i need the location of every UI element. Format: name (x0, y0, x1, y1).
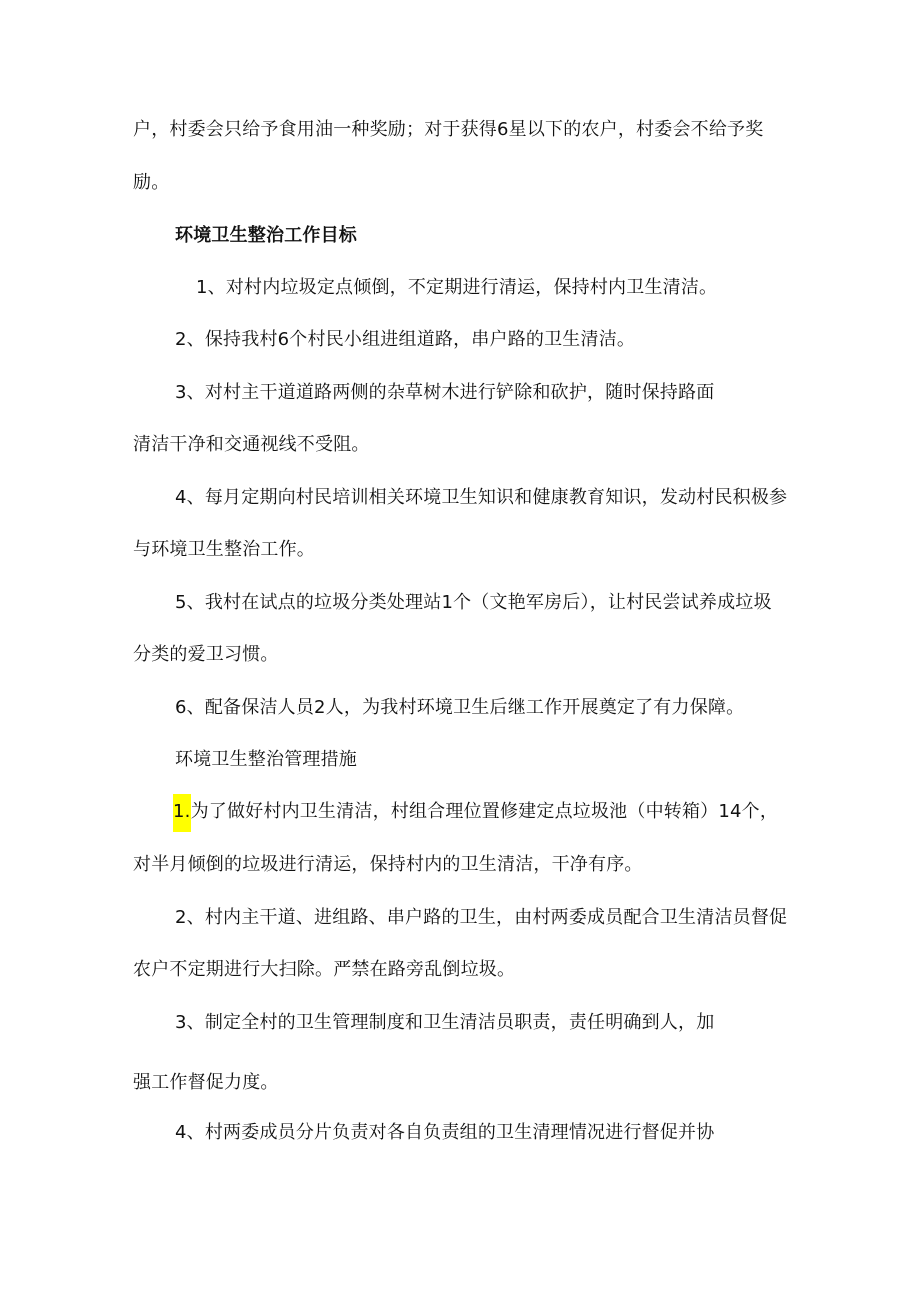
goal-item-5-cont: 分类的爱卫习惯。 (133, 644, 279, 665)
paragraph-line: 励。 (133, 172, 170, 193)
paragraph-line: 户，村委会只给予食用油一种奖励；对于获得6星以下的农户，村委会不给予奖 (133, 119, 764, 140)
measure-item-4: 4、村两委成员分片负责对各自负责组的卫生清理情况进行督促并协 (175, 1122, 715, 1143)
measure-item-1 (173, 800, 778, 832)
goal-item-3-cont: 清洁干净和交通视线不受阻。 (133, 434, 370, 455)
goal-item-5: 5、我村在试点的垃圾分类处理站1个（文艳军房后），让村民尝试养成垃圾 (175, 592, 772, 613)
measure-item-1-text: 为了做好村内卫生清洁，村组合理位置修建定点垃圾池（中转箱）14个， (190, 801, 779, 822)
highlighted-number: 1. (173, 794, 191, 832)
measure-item-2-cont: 农户不定期进行大扫除。严禁在路旁乱倒垃圾。 (133, 959, 516, 980)
goal-item-2: 2、保持我村6个村民小组进组道路，串户路的卫生清洁。 (175, 329, 636, 350)
goal-item-6: 6、配备保洁人员2人，为我村环境卫生后继工作开展奠定了有力保障。 (175, 697, 745, 718)
goal-item-1: 1、对村内垃圾定点倾倒，不定期进行清运，保持村内卫生清洁。 (196, 277, 718, 298)
measure-item-3: 3、制定全村的卫生管理制度和卫生清洁员职责，责任明确到人，加 (175, 1012, 715, 1033)
measure-item-1-cont: 对半月倾倒的垃圾进行清运，保持村内的卫生清洁，干净有序。 (133, 854, 643, 875)
goal-item-3: 3、对村主干道道路两侧的杂草树木进行铲除和砍护，随时保持路面 (175, 382, 715, 403)
measure-item-2: 2、村内主干道、进组路、串户路的卫生，由村两委成员配合卫生清洁员督促 (175, 907, 788, 928)
measure-item-3-cont: 强工作督促力度。 (133, 1072, 279, 1093)
goal-item-4-cont: 与环境卫生整治工作。 (133, 539, 315, 560)
section-heading-goals: 环境卫生整治工作目标 (175, 225, 357, 246)
section-heading-measures: 环境卫生整治管理措施 (175, 749, 357, 770)
goal-item-4: 4、每月定期向村民培训相关环境卫生知识和健康教育知识，发动村民积极参 (175, 487, 788, 508)
